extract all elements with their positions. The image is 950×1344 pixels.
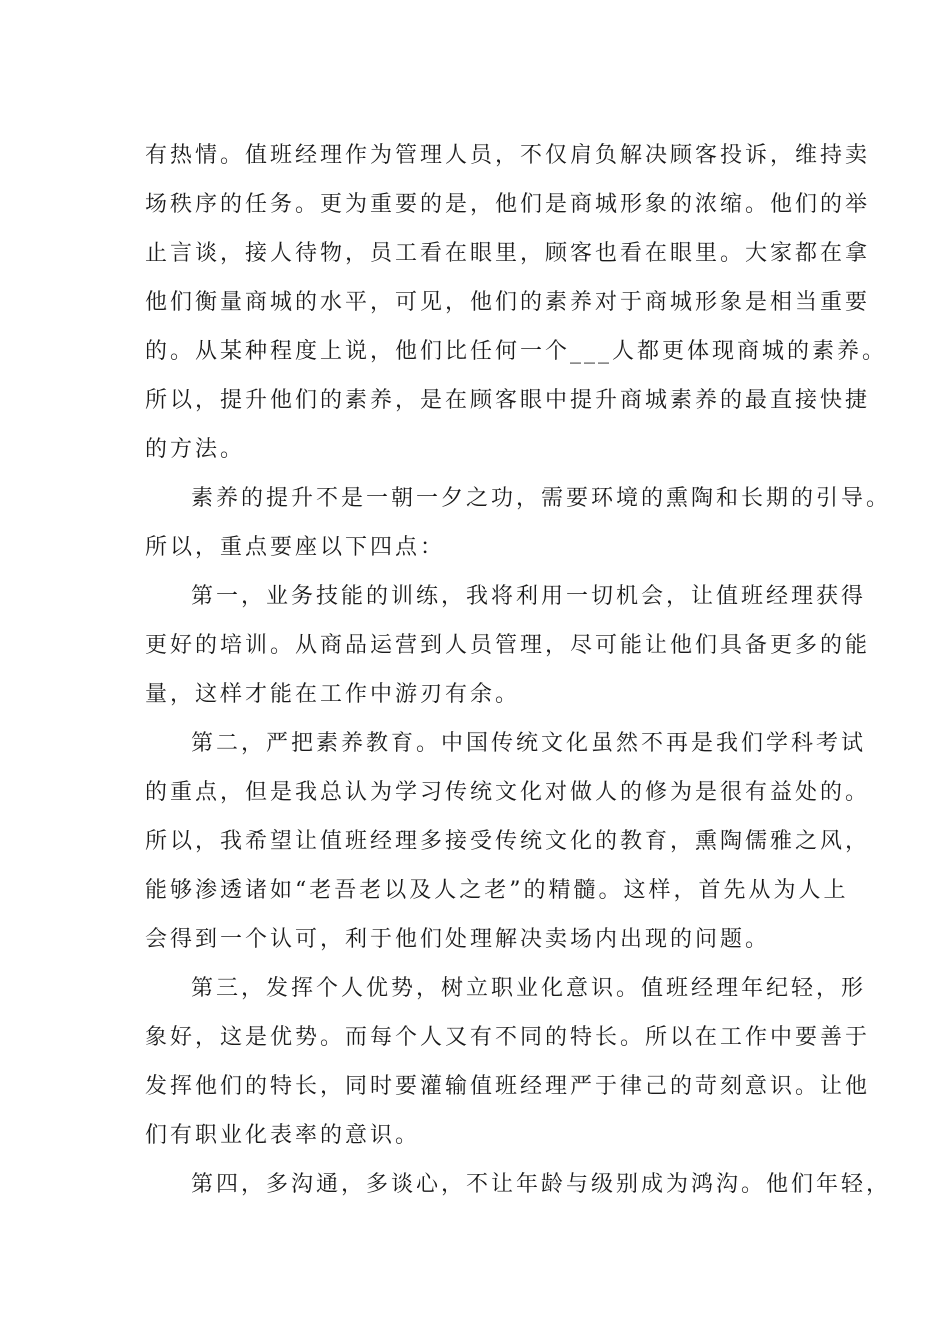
text-line: 的方法。 xyxy=(145,437,246,462)
text-line: 能够渗透诸如“老吾老以及人之老”的精髓。这样，首先从为人上 xyxy=(145,878,849,903)
text-line: 第一，业务技能的训练，我将利用一切机会，让值班经理获得 xyxy=(191,584,867,609)
text-line: 的。从某种程度上说，他们比任何一个___人都更体现商城的素养。 xyxy=(145,339,888,364)
text-line: 所以，重点要座以下四点： xyxy=(145,535,446,560)
text-line: 发挥他们的特长，同时要灌输值班经理严于律己的苛刻意识。让他 xyxy=(145,1074,871,1099)
text-line: 第三，发挥个人优势，树立职业化意识。值班经理年纪轻，形 xyxy=(191,976,867,1001)
text-line: 象好，这是优势。而每个人又有不同的特长。所以在工作中要善于 xyxy=(145,1025,871,1050)
text-line: 有热情。值班经理作为管理人员，不仅肩负解决顾客投诉，维持卖 xyxy=(145,143,871,168)
text-line: 第二，严把素养教育。中国传统文化虽然不再是我们学科考试 xyxy=(191,731,867,756)
text-line: 素养的提升不是一朝一夕之功，需要环境的熏陶和长期的引导。 xyxy=(191,486,892,511)
text-line: 场秩序的任务。更为重要的是，他们是商城形象的浓缩。他们的举 xyxy=(145,192,871,217)
text-line: 所以，提升他们的素养，是在顾客眼中提升商城素养的最直接快捷 xyxy=(145,388,871,413)
text-line: 的重点，但是我总认为学习传统文化对做人的修为是很有益处的。 xyxy=(145,780,871,805)
text-line: 更好的培训。从商品运营到人员管理，尽可能让他们具备更多的能 xyxy=(145,633,871,658)
text-line: 量，这样才能在工作中游刃有余。 xyxy=(145,682,521,707)
text-line: 所以，我希望让值班经理多接受传统文化的教育，熏陶儒雅之风， xyxy=(145,829,871,854)
text-line: 第四，多沟通，多谈心，不让年龄与级别成为鸿沟。他们年轻， xyxy=(191,1172,892,1197)
text-line: 他们衡量商城的水平，可见，他们的素养对于商城形象是相当重要 xyxy=(145,290,871,315)
document-body xyxy=(145,131,892,1209)
text-line: 止言谈，接人待物，员工看在眼里，顾客也看在眼里。大家都在拿 xyxy=(145,241,871,266)
text-line: 们有职业化表率的意识。 xyxy=(145,1123,421,1148)
text-line: 会得到一个认可，利于他们处理解决卖场内出现的问题。 xyxy=(145,927,771,952)
